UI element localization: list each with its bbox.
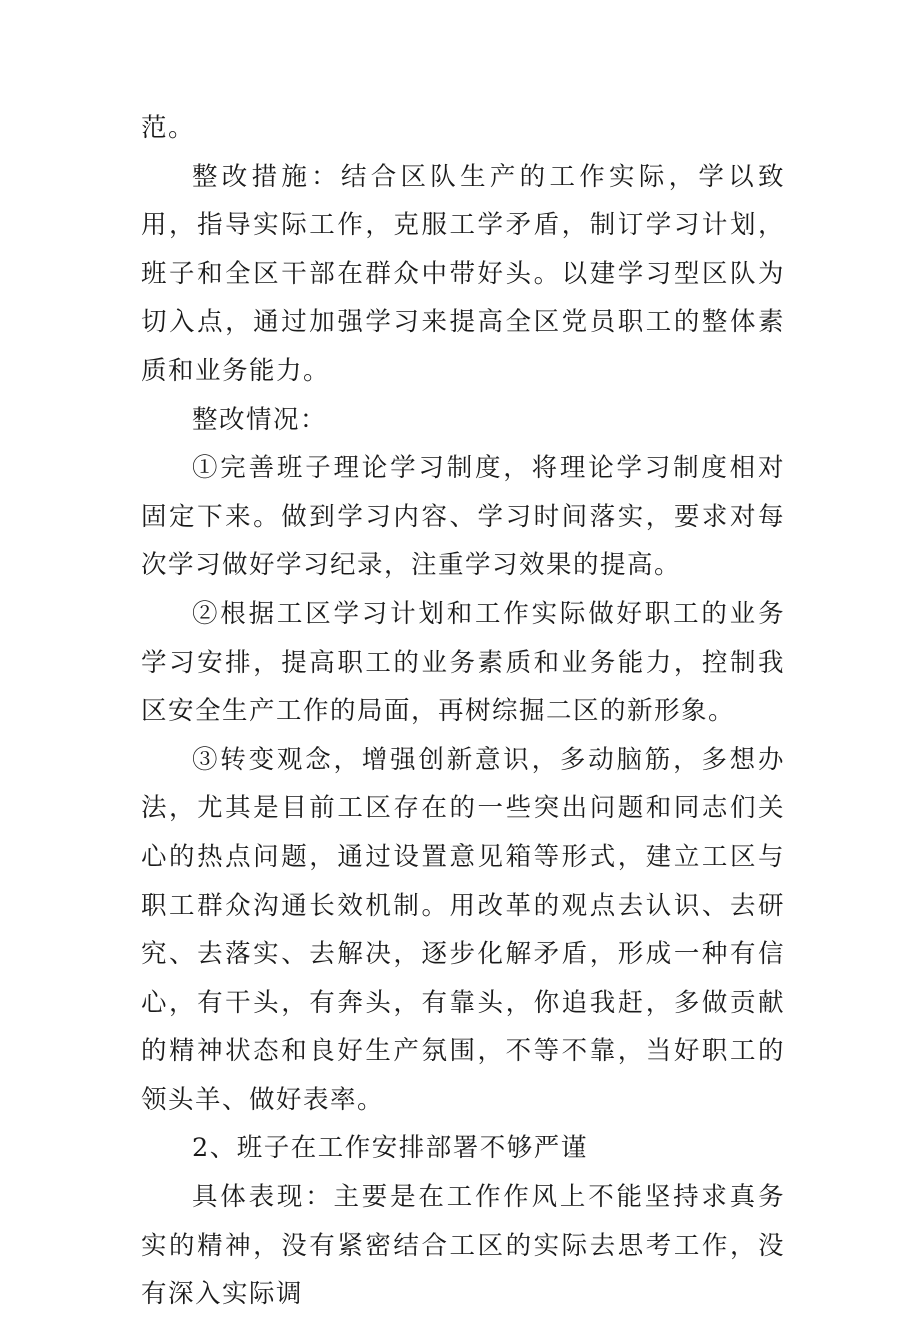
paragraph-item-2: ②根据工区学习计划和工作实际做好职工的业务学习安排，提高职工的业务素质和业务能力，控制我区安全生产工作的局面，再树综掘二区的新形象。 — [141, 598, 785, 727]
paragraph-specific-performance: 具体表现：主要是在工作作风上不能坚持求真务实的精神，没有紧密结合工区的实际去思考工作，没有深入实际调 — [141, 1182, 785, 1310]
paragraph-rectification-measures: 整改措施：结合区队生产的工作实际，学以致用，指导实际工作，克服工学矛盾，制订学习计划，班子和全区干部在群众中带好头。以建学习型区队为切入点，通过加强学习来提高全区党员职工的整体素质和业务能力。 — [141, 161, 785, 386]
document-page — [141, 104, 785, 1319]
paragraph-rectification-status-heading: 整改情况： — [192, 404, 328, 435]
section-heading-2: 2、班子在工作安排部署不够严谨 — [192, 1133, 588, 1164]
paragraph-continuation: 范。 — [141, 113, 196, 143]
paragraph-item-1: ①完善班子理论学习制度，将理论学习制度相对固定下来。做到学习内容、学习时间落实，要求对每次学习做好学习纪录，注重学习效果的提高。 — [141, 453, 785, 581]
paragraph-item-3: ③转变观念，增强创新意识，多动脑筋，多想办法，尤其是目前工区存在的一些突出问题和同志们关心的热点问题，通过设置意见箱等形式，建立工区与职工群众沟通长效机制。用改革的观点去认识、去研究、去落实、去解决，逐步化解矛盾，形成一种有信心，有干头，有奔头，有靠头，你追我赶，多做贡献的精神状态和良好生产氛围，不等不靠，当好职工的领头羊、做好表率。 — [141, 744, 785, 1115]
